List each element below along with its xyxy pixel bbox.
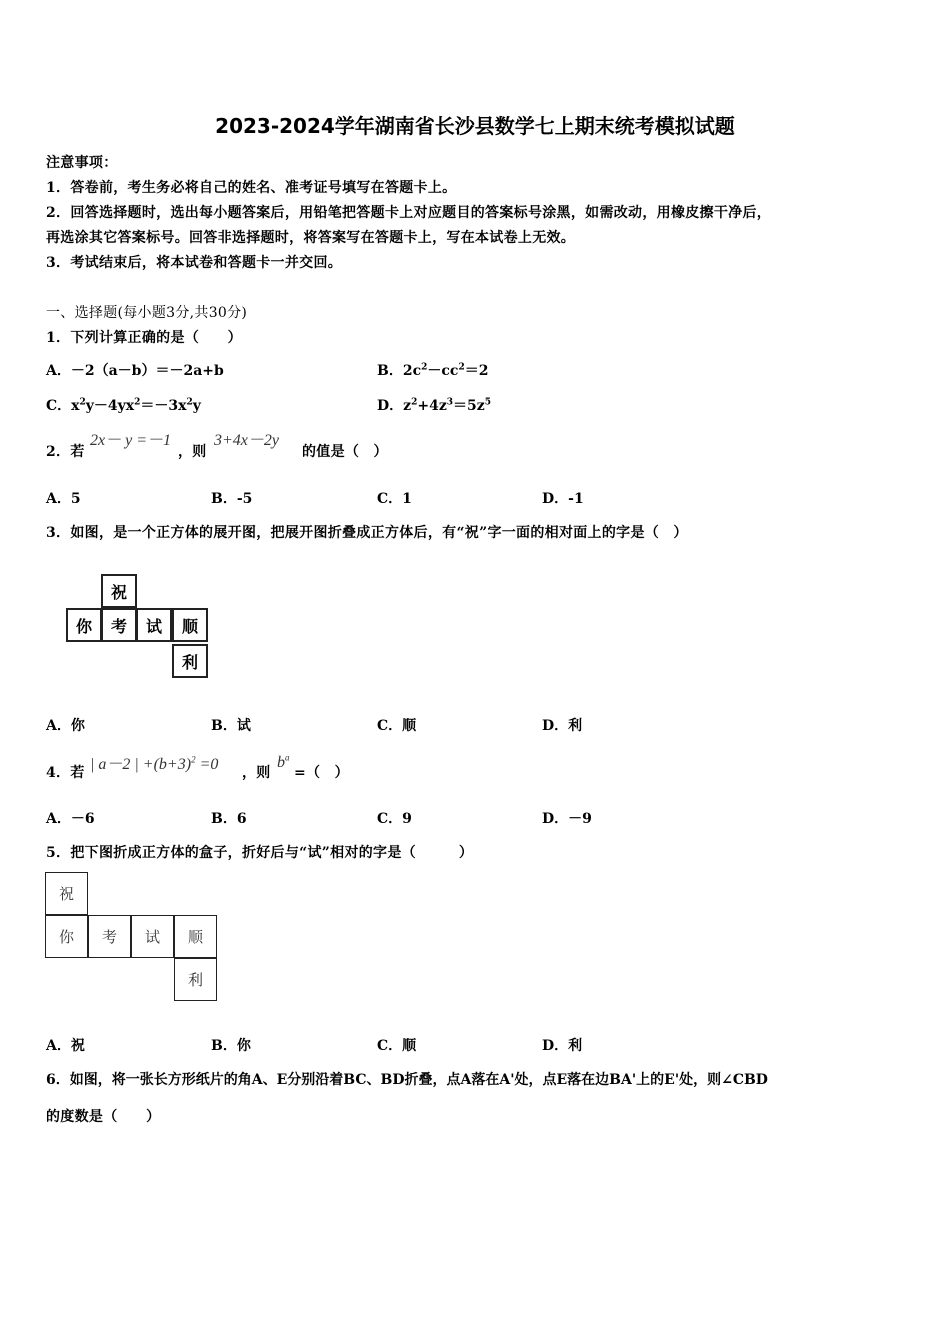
question-6-line-2: 的度数是（ ） [46, 1109, 161, 1125]
q2-option-d: D．-1 [542, 491, 584, 507]
q5-option-c: C．顺 [377, 1038, 417, 1054]
page-title: 2023-2024学年湖南省长沙县数学七上期末统考模拟试题 [215, 114, 735, 138]
q5-option-a: A．祝 [46, 1038, 85, 1054]
net-cell: 你 [45, 915, 88, 958]
q1-c-text: y－4yx [85, 398, 135, 414]
section-heading: 一、选择题(每小题3分,共30分) [46, 305, 248, 321]
question-5-stem: 5．把下图折成正方体的盒子，折好后与“试”相对的字是（ ） [46, 845, 474, 861]
question-6-line-1: 6．如图，将一张长方形纸片的角A、E分别沿着BC、BD折叠，点A落在A'处，点E落在边BA'上的E'处，则∠CBD [46, 1072, 768, 1088]
question-4-post: =（ ） [294, 765, 349, 781]
q4-equation [90, 751, 218, 774]
q1-b-text: －c [427, 363, 450, 379]
q2-option-a: A．5 [46, 491, 81, 507]
net-cell: 利 [172, 644, 208, 678]
q1-option-a: A．－2（a－b）＝－2a+b [46, 363, 224, 379]
q3-option-a: A．你 [46, 718, 85, 734]
notice-item: 再选涂其它答案标号。回答非选择题时，将答案写在答题卡上，写在本试卷上无效。 [46, 230, 576, 246]
q1-option-c [46, 395, 201, 415]
q1-d-text: D．z [377, 398, 412, 414]
net-cell: 利 [174, 958, 217, 1001]
q3-option-c: C．顺 [377, 718, 417, 734]
q4-option-d: D．－9 [542, 811, 592, 827]
q4-eq-sup: 2 [191, 754, 196, 765]
q1-d-text: +4z [417, 398, 447, 414]
q1-b-text: B．2c [377, 363, 422, 379]
q2-option-c: C．1 [377, 491, 412, 507]
q4-expr-sup: a [285, 752, 290, 763]
cube-net-figure-2 [45, 872, 218, 1002]
q2-option-b: B．-5 [211, 491, 253, 507]
question-1-stem: 1．下列计算正确的是（ ） [46, 330, 242, 346]
question-2-post: 的值是（ ） [302, 444, 388, 460]
net-cell: 考 [88, 915, 131, 958]
q1-sup: 2 [79, 397, 86, 408]
q2-equation-1: 2x－ y =－1 [90, 432, 172, 449]
net-cell: 考 [101, 608, 137, 642]
net-cell: 试 [136, 608, 172, 642]
q1-sup: 2 [186, 397, 193, 408]
q1-c-text: y [192, 398, 201, 414]
notice-heading: 注意事项： [46, 155, 118, 171]
net-cell: 祝 [101, 574, 137, 608]
question-2-mid: ，则 [178, 444, 207, 460]
notice-item: 3．考试结束后，将本试卷和答题卡一并交回。 [46, 255, 343, 271]
net-cell: 试 [131, 915, 174, 958]
notice-item: 1．答卷前，考生务必将自己的姓名、准考证号填写在答题卡上。 [46, 180, 457, 196]
q1-b-c: c [449, 363, 459, 379]
q4-eq-text: | a－2 | +(b+3) [90, 756, 192, 773]
q1-option-d [377, 395, 491, 415]
question-4-pre: 4．若 [46, 765, 85, 781]
notice-item: 2．回答选择题时，选出每小题答案后，用铅笔把答题卡上对应题目的答案标号涂黑，如需改动，用橡皮擦干净后， [46, 205, 772, 221]
question-4-mid: ，则 [242, 765, 271, 781]
cube-net-figure-1 [66, 574, 211, 680]
q1-c-text: C．x [46, 398, 80, 414]
net-cell: 顺 [172, 608, 208, 642]
net-cell: 顺 [174, 915, 217, 958]
q3-option-b: B．试 [211, 718, 251, 734]
question-3-stem: 3．如图，是一个正方体的展开图，把展开图折叠成正方体后，有“祝”字一面的相对面上的字是（ ） [46, 525, 688, 541]
q1-sup: 2 [411, 397, 418, 408]
q3-option-d: D．利 [542, 718, 583, 734]
q1-sup: 5 [484, 397, 492, 408]
q1-c-text: ＝－3x [140, 398, 187, 414]
q1-sup: 2 [134, 397, 141, 408]
q1-sup: 3 [446, 397, 454, 408]
question-2-pre: 2．若 [46, 444, 85, 460]
q4-option-a: A．－6 [46, 811, 95, 827]
q1-d-text: ＝5z [453, 398, 485, 414]
q1-option-b [377, 360, 488, 380]
q1-sup: 2 [458, 362, 465, 373]
q1-b-text: ＝2 [464, 363, 489, 379]
q4-expression [277, 754, 290, 772]
q4-option-b: B．6 [211, 811, 247, 827]
net-cell: 祝 [45, 872, 88, 915]
q4-eq-text: =0 [195, 756, 219, 773]
q5-option-b: B．你 [211, 1038, 251, 1054]
q4-expr-base: b [277, 754, 285, 771]
q5-option-d: D．利 [542, 1038, 583, 1054]
net-cell: 你 [66, 608, 102, 642]
q1-sup: 2 [421, 362, 428, 373]
q4-option-c: C．9 [377, 811, 412, 827]
q2-expression: 3+4x－2y [214, 432, 280, 449]
